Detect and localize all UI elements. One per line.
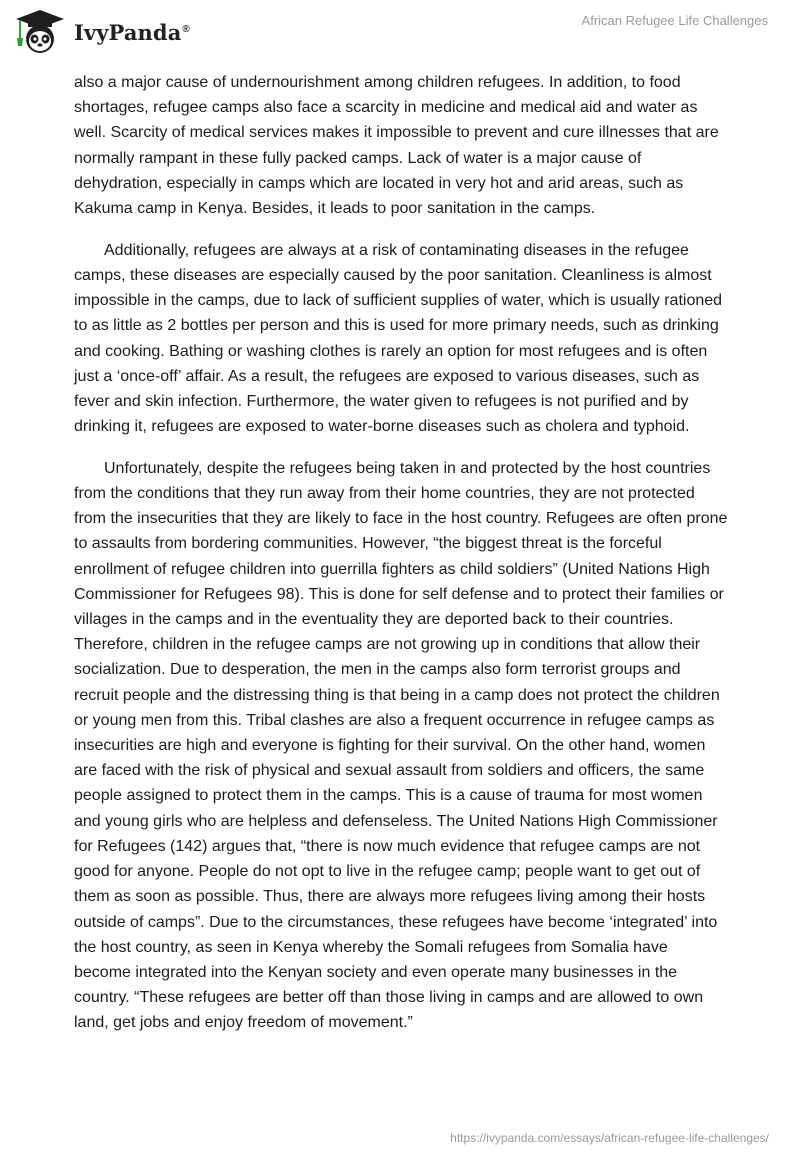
paragraph-3: Unfortunately, despite the refugees being taken in and protected by the host countries from the conditions that they run away from their home countries, they are not protected from the insecurities that they are likely to face in the host country. Refugees are often prone to assaults from bordering communities. However, “the biggest threat is the forceful enrollment of refugee children into guerrilla fighters as child soldiers” (United Nations High Commissioner for Refugees 98). This is done for self defense and to protect their families or villages in the camps and in the eventuality they are deported back to their countries. Therefore, children in the refugee camps are not growing up in conditions that allow their socialization. Due to desperation, the men in the camps also form terrorist groups and recruit people and the distressing thing is that being in a camp does not protect the children or young men from this. Tribal clashes are also a frequent occurrence in refugee camps as insecurities are high and everyone is fighting for their survival. On the other hand, women are faced with the risk of physical and sexual assault from soldiers and officers, the same people assigned to protect them in the camps. This is a cause of trauma for most women and young girls who are helpless and defenseless. The United Nations High Commissioner for Refugees (142) argues that, “there is now much evidence that refugee camps are not good for anyone. People do not opt to live in the refugee camp; people want to get out of them as soon as possible. Thus, there are always more refugees living among their hosts outside of camps”. Due to the circumstances, these refugees have become ‘integrated’ into the host country, as seen in Kenya whereby the Somali refugees from Somalia have become integrated into the Kenyan society and even operate many businesses in the country. “These refugees are better off than those living in camps and are allowed to own land, get jobs and enjoy freedom of movement.”	[74, 459, 728, 1032]
source-url[interactable]: https://ivypanda.com/essays/african-refugee-life-challenges/	[450, 1131, 769, 1145]
registered-mark: ®	[182, 23, 190, 35]
brand-wordmark: IvyPanda	[74, 19, 182, 45]
essay-body	[74, 70, 728, 1052]
paragraph-1: also a major cause of undernourishment among children refugees. In addition, to food shortages, refugee camps also face a scarcity in medicine and medical aid and water as well. Scarcity of medical services makes it impossible to prevent and cure illnesses that are normally rampant in these fully packed camps. Lack of water is a major cause of dehydration, especially in camps which are located in very hot and arid areas, such as Kakuma camp in Kenya. Besides, it leads to poor sanitation in the camps.	[74, 74, 719, 218]
page-header	[0, 0, 800, 70]
brand-name	[74, 20, 190, 45]
paragraph-2: Additionally, refugees are always at a risk of contaminating diseases in the refugee camps, these diseases are especially caused by the poor sanitation. Cleanliness is almost impossible in the camps, due to lack of sufficient supplies of water, which is usually rationed to as little as 2 bottles per person and this is used for more primary needs, such as drinking and cooking. Bathing or washing clothes is rarely an option for most refugees and is often just a ‘once-off’ affair. As a result, the refugees are exposed to various diseases, such as fever and skin infection. Furthermore, the water given to refugees is not purified and by drinking it, refugees are exposed to water-borne diseases such as cholera and typhoid.	[74, 241, 723, 436]
panda-graduate-icon	[14, 8, 66, 56]
document-title: African Refugee Life Challenges	[581, 13, 768, 28]
ivypanda-logo[interactable]	[14, 8, 190, 56]
